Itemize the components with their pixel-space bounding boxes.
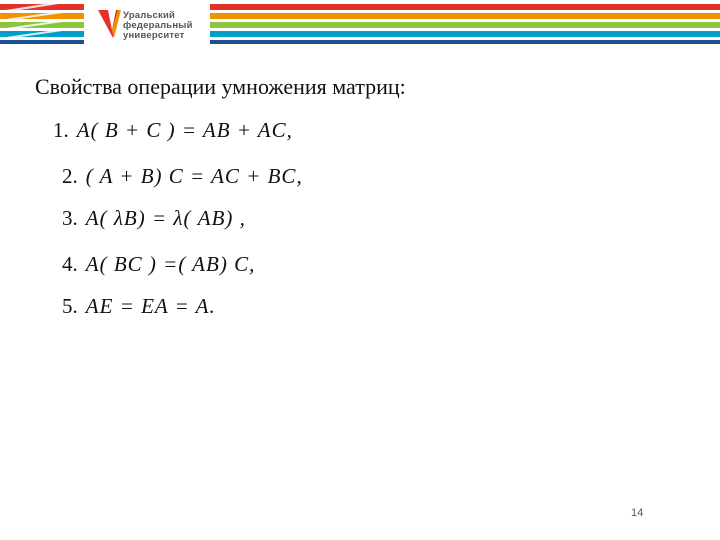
right-stripe-block [210, 4, 720, 44]
logo-line: Уральский [123, 10, 176, 21]
formula-4 [62, 252, 255, 277]
formula-3 [62, 206, 246, 231]
formula-expression: A( BC ) =( AB) C, [85, 252, 256, 276]
formula-1 [53, 118, 293, 143]
university-logo-text [123, 11, 193, 41]
formula-expression: A( λB) = λ( AB) , [85, 206, 246, 230]
logo-line: федеральный [123, 20, 193, 31]
logo-line: университет [123, 30, 185, 41]
left-stripe-block [0, 0, 84, 44]
university-logo-icon [98, 10, 121, 38]
formula-5 [62, 294, 216, 319]
header-stripes [0, 0, 720, 46]
formula-expression: AE = EA = A. [85, 294, 216, 318]
slide-title: Свойства операции умножения матриц: [35, 74, 406, 99]
page-number: 14 [631, 507, 644, 519]
formula-number: 5. [62, 294, 78, 318]
formula-number: 3. [62, 206, 78, 230]
formula-number: 2. [62, 164, 78, 188]
formula-number: 4. [62, 252, 78, 276]
formula-expression: ( A + B) C = AC + BC, [85, 164, 303, 188]
formula-expression: A( B + C ) = AB + AC, [76, 118, 293, 142]
formula-2 [62, 164, 303, 189]
formula-number: 1. [53, 118, 69, 142]
